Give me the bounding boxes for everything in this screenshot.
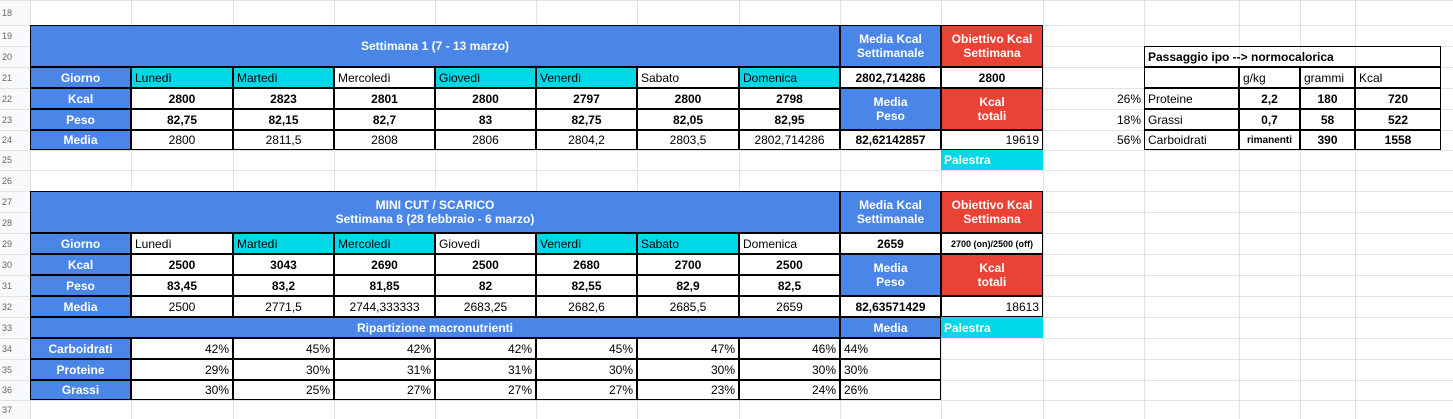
week1-peso-2[interactable]: 82,7 [334,109,435,130]
macro-value-1-6[interactable]: 30% [739,359,840,380]
week1-peso-5[interactable]: 82,05 [637,109,739,130]
week1-kcal-totali-header-line-2: totali [977,109,1007,123]
week1-kcal-4[interactable]: 2797 [536,88,637,109]
week8-giorno-label[interactable]: Giorno [30,233,131,254]
week8-kcal-4[interactable]: 2680 [536,254,637,275]
week1-day-0[interactable]: Lunedì [131,67,233,88]
row-number[interactable]: 37 [2,404,13,415]
week1-kcal-1[interactable]: 2823 [233,88,334,109]
macro-label-1[interactable]: Proteine [30,359,131,380]
macro-title[interactable]: Ripartizione macronutrienti [30,317,840,338]
week8-day-4[interactable]: Venerdì [536,233,637,254]
row-number[interactable]: 24 [2,135,13,145]
macro-value-0-5[interactable]: 47% [637,338,739,359]
macro-label-2[interactable]: Grassi [30,380,131,400]
week1-media-peso-header[interactable] [840,88,941,130]
week8-day-5[interactable]: Sabato [637,233,739,254]
week1-kcal-totali-header[interactable] [941,88,1043,130]
row-number[interactable]: 23 [2,114,13,125]
week8-title-line-1: MINI CUT / SCARICO [375,198,495,212]
macro-value-2-6[interactable]: 24% [739,380,840,400]
macro-value-2-2[interactable]: 27% [334,380,435,400]
week1-obiettivo-header-line-1: Obiettivo Kcal [951,32,1033,46]
week8-media-5[interactable]: 2685,5 [637,296,739,317]
week1-kcal-totali-header-line-1: Kcal [979,95,1005,109]
passaggio-pct-2[interactable]: 56% [1116,133,1141,147]
week1-peso-1[interactable]: 82,15 [233,109,334,130]
week8-media-kcal-header[interactable] [840,191,941,233]
week8-obiettivo-value[interactable]: 2700 (on)/2500 (off) [941,233,1043,254]
row-number[interactable]: 29 [2,238,13,249]
week8-kcal-0[interactable]: 2500 [131,254,233,275]
week1-obiettivo-header-line-2: Settimana [963,46,1021,60]
week8-peso-5[interactable]: 82,9 [637,275,739,296]
week1-media-label[interactable]: Media [30,130,131,150]
week8-peso-1[interactable]: 83,2 [233,275,334,296]
week8-kcal-totali-header-line-1: Kcal [979,261,1005,275]
macro-value-2-1[interactable]: 25% [233,380,334,400]
week1-media-peso-header-line-1: Media [873,95,908,109]
week1-media-kcal-header-line-1: Media Kcal [859,32,922,46]
week1-media-peso-header-line-2: Peso [876,109,905,123]
week8-media-4[interactable]: 2682,6 [536,296,637,317]
week1-day-6[interactable]: Domenica [739,67,840,88]
row-number[interactable]: 33 [2,322,13,333]
week8-media-peso-header-line-1: Media [873,261,908,275]
week1-day-2[interactable]: Mercoledì [334,67,435,88]
week8-kcal-totali-value[interactable]: 18613 [941,296,1043,317]
week8-media-kcal-header-line-1: Media Kcal [859,198,922,212]
week1-media-kcal-value[interactable]: 2802,714286 [840,67,941,88]
passaggio-name-0[interactable]: Proteine [1144,88,1239,109]
week8-title[interactable] [30,191,840,233]
macro-value-0-2[interactable]: 42% [334,338,435,359]
week1-palestra[interactable]: Palestra [941,150,1043,170]
passaggio-grammi-1[interactable]: 58 [1300,109,1355,130]
week8-kcal-label[interactable]: Kcal [30,254,131,275]
week8-day-1[interactable]: Martedì [233,233,334,254]
passaggio-grammi-0[interactable]: 180 [1300,88,1355,109]
week1-kcal-3[interactable]: 2800 [435,88,536,109]
row-number[interactable]: 18 [2,7,13,18]
passaggio-pct-1[interactable]: 18% [1116,112,1141,127]
week1-day-4[interactable]: Venerdì [536,67,637,88]
week1-day-3[interactable]: Giovedì [435,67,536,88]
week1-media-4[interactable]: 2804,2 [536,130,637,150]
week8-obiettivo-header-line-2: Settimana [963,212,1021,226]
week8-media-peso-header[interactable] [840,254,941,296]
passaggio-gkg-1[interactable]: 0,7 [1239,109,1300,130]
macro-value-1-2[interactable]: 31% [334,359,435,380]
row-number[interactable]: 20 [2,51,13,62]
macro-value-0-3[interactable]: 42% [435,338,536,359]
week8-media-kcal-header-line-2: Settimanale [856,212,925,226]
week8-media-1[interactable]: 2771,5 [233,296,334,317]
macro-value-0-1[interactable]: 45% [233,338,334,359]
week1-obiettivo-header[interactable] [941,25,1043,67]
week1-kcal-6[interactable]: 2798 [739,88,840,109]
passaggio-title[interactable]: Passaggio ipo --> normocalorica [1144,46,1441,67]
week1-media-kcal-header[interactable] [840,25,941,67]
week8-title-line-2: Settimana 8 (28 febbraio - 6 marzo) [335,212,535,226]
grid-row-line [0,0,1453,1]
passaggio-kcal-1[interactable]: 522 [1355,109,1441,130]
week8-day-0[interactable]: Lunedì [131,233,233,254]
grid-column-line [1043,0,1044,419]
week1-title-line-1: Settimana 1 (7 - 13 marzo) [360,39,510,53]
macro-value-0-4[interactable]: 45% [536,338,637,359]
passaggio-kcal-2[interactable]: 1558 [1355,130,1441,150]
week1-obiettivo-value[interactable]: 2800 [941,67,1043,88]
week8-kcal-3[interactable]: 2500 [435,254,536,275]
week1-media-1[interactable]: 2811,5 [233,130,334,150]
week8-obiettivo-header[interactable] [941,191,1043,233]
passaggio-gkg-2[interactable]: rimanenti [1239,130,1300,150]
week8-media-3[interactable]: 2683,25 [435,296,536,317]
week8-obiettivo-header-line-1: Obiettivo Kcal [951,198,1033,212]
passaggio-kcal-0[interactable]: 720 [1355,88,1441,109]
week1-kcal-label[interactable]: Kcal [30,88,131,109]
week1-kcal-0[interactable]: 2800 [131,88,233,109]
week8-kcal-5[interactable]: 2700 [637,254,739,275]
row-number[interactable]: 28 [2,217,13,228]
week1-media-6[interactable]: 2802,714286 [739,130,840,150]
grid-row-line [0,150,1453,151]
week1-kcal-totali-value[interactable]: 19619 [941,130,1043,150]
week1-peso-label[interactable]: Peso [30,109,131,130]
week8-peso-2[interactable]: 81,85 [334,275,435,296]
week8-media-6[interactable]: 2659 [739,296,840,317]
macro-value-2-5[interactable]: 23% [637,380,739,400]
week1-peso-4[interactable]: 82,75 [536,109,637,130]
week8-peso-0[interactable]: 83,45 [131,275,233,296]
macro-value-0-6[interactable]: 46% [739,338,840,359]
week1-day-1[interactable]: Martedì [233,67,334,88]
macro-value-1-3[interactable]: 31% [435,359,536,380]
week8-kcal-6[interactable]: 2500 [739,254,840,275]
week8-kcal-2[interactable]: 2690 [334,254,435,275]
week1-peso-3[interactable]: 83 [435,109,536,130]
macro-value-2-0[interactable]: 30% [131,380,233,400]
macro-value-1-0[interactable]: 29% [131,359,233,380]
passaggio-empty-header[interactable] [1144,67,1239,88]
grid-row-line [0,170,1453,171]
macro-media-header[interactable]: Media [840,317,941,338]
week8-kcal-totali-header-line-2: totali [977,275,1007,289]
row-number[interactable]: 25 [2,155,13,165]
macro-value-1-1[interactable]: 30% [233,359,334,380]
row-number[interactable]: 36 [2,385,13,395]
row-number[interactable]: 21 [2,72,13,83]
week1-media-2[interactable]: 2808 [334,130,435,150]
week1-kcal-5[interactable]: 2800 [637,88,739,109]
week8-media-label[interactable]: Media [30,296,131,317]
passaggio-name-1[interactable]: Grassi [1144,109,1239,130]
row-number[interactable]: 35 [2,364,13,375]
passaggio-pct-0[interactable]: 26% [1116,91,1141,106]
week1-title[interactable] [30,25,840,67]
macro-value-0-0[interactable]: 42% [131,338,233,359]
week1-kcal-2[interactable]: 2801 [334,88,435,109]
week1-media-3[interactable]: 2806 [435,130,536,150]
week8-kcal-1[interactable]: 3043 [233,254,334,275]
passaggio-header-0[interactable]: g/kg [1239,67,1300,88]
week8-peso-6[interactable]: 82,5 [739,275,840,296]
row-number[interactable]: 26 [2,175,13,186]
macro-media-0[interactable]: 44% [840,338,941,359]
row-number[interactable]: 27 [2,196,13,207]
week8-peso-4[interactable]: 82,55 [536,275,637,296]
grid-row-line [0,400,1453,401]
week1-media-0[interactable]: 2800 [131,130,233,150]
week1-peso-6[interactable]: 82,95 [739,109,840,130]
week1-media-kcal-header-line-2: Settimanale [856,46,925,60]
week8-day-2[interactable]: Mercoledì [334,233,435,254]
week8-media-2[interactable]: 2744,333333 [334,296,435,317]
passaggio-gkg-0[interactable]: 2,2 [1239,88,1300,109]
week8-media-peso-header-line-2: Peso [876,275,905,289]
row-number[interactable]: 22 [2,93,13,104]
week8-media-peso-value[interactable]: 82,63571429 [840,296,941,317]
week1-giorno-label[interactable]: Giorno [30,67,131,88]
row-number[interactable]: 19 [2,30,13,41]
week1-media-5[interactable]: 2803,5 [637,130,739,150]
week8-palestra[interactable]: Palestra [941,317,1043,338]
week1-media-peso-value[interactable]: 82,62142857 [840,130,941,150]
week8-day-3[interactable]: Giovedì [435,233,536,254]
week8-peso-3[interactable]: 82 [435,275,536,296]
passaggio-header-1[interactable]: grammi [1300,67,1355,88]
row-number[interactable]: 31 [2,280,13,291]
macro-value-1-4[interactable]: 30% [536,359,637,380]
macro-media-2[interactable]: 26% [840,380,941,400]
passaggio-header-2[interactable]: Kcal [1355,67,1441,88]
week8-media-0[interactable]: 2500 [131,296,233,317]
week1-peso-0[interactable]: 82,75 [131,109,233,130]
macro-label-0[interactable]: Carboidrati [30,338,131,359]
macro-media-1[interactable]: 30% [840,359,941,380]
week8-media-kcal-value[interactable]: 2659 [840,233,941,254]
macro-value-2-4[interactable]: 27% [536,380,637,400]
macro-value-1-5[interactable]: 30% [637,359,739,380]
passaggio-name-2[interactable]: Carboidrati [1144,130,1239,150]
macro-value-2-3[interactable]: 27% [435,380,536,400]
passaggio-grammi-2[interactable]: 390 [1300,130,1355,150]
row-number[interactable]: 30 [2,259,13,270]
week8-kcal-totali-header[interactable] [941,254,1043,296]
week8-day-6[interactable]: Domenica [739,233,840,254]
row-number[interactable]: 34 [2,343,13,354]
row-number[interactable]: 32 [2,301,13,312]
week8-peso-label[interactable]: Peso [30,275,131,296]
week1-day-5[interactable]: Sabato [637,67,739,88]
